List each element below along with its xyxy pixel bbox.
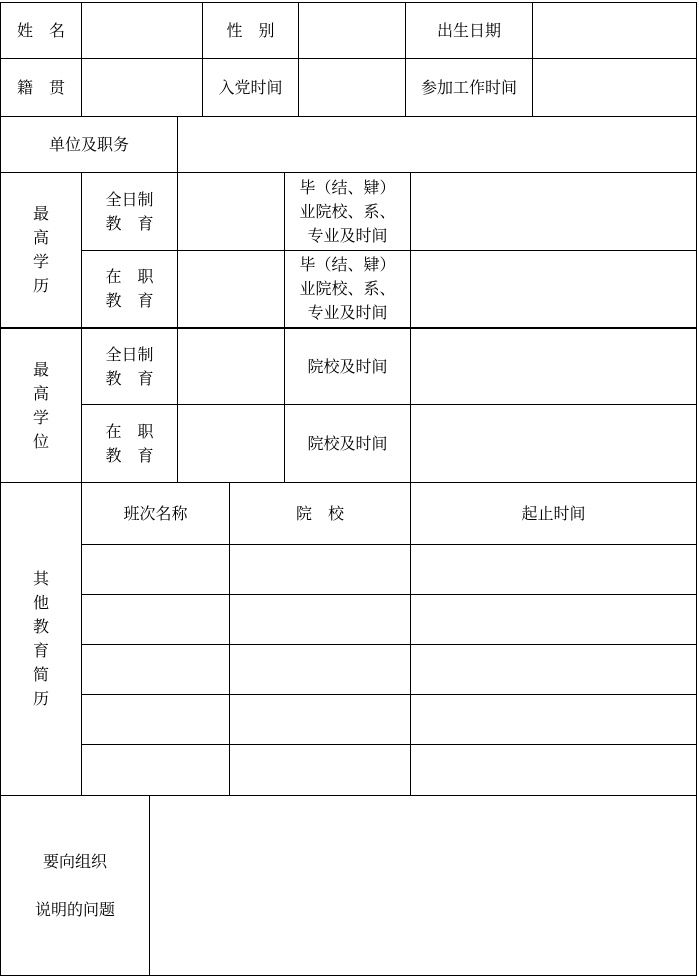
table-cell[interactable] bbox=[82, 645, 229, 694]
name-field[interactable] bbox=[82, 3, 202, 58]
party-join-date-field[interactable] bbox=[299, 59, 405, 116]
degree-fulltime-school-label: 院校及时间 bbox=[307, 356, 388, 376]
school-header: 院 校 bbox=[295, 503, 344, 523]
remarks-label: 要向组织 说明的问题 bbox=[34, 851, 115, 919]
highest-education-label: 最高学历 bbox=[32, 204, 49, 295]
remarks-field[interactable] bbox=[150, 796, 696, 975]
edu-inservice-school-label: 毕（结、肄） 业院校、系、 专业及时间 bbox=[299, 255, 396, 322]
degree-inservice-field[interactable] bbox=[178, 405, 284, 482]
table-cell[interactable] bbox=[230, 695, 410, 744]
edu-fulltime-school-label: 毕（结、肄） 业院校、系、 专业及时间 bbox=[299, 177, 396, 245]
edu-inservice-label: 在 职 教 育 bbox=[105, 267, 154, 310]
birth-date-field[interactable] bbox=[533, 3, 696, 58]
table-cell[interactable] bbox=[411, 545, 696, 594]
edu-fulltime-school-field[interactable] bbox=[411, 173, 696, 250]
table-cell[interactable] bbox=[230, 645, 410, 694]
table-cell[interactable] bbox=[82, 595, 229, 644]
name-label: 姓 名 bbox=[16, 20, 65, 40]
unit-position-field[interactable] bbox=[178, 117, 696, 172]
table-cell[interactable] bbox=[411, 595, 696, 644]
table-cell[interactable] bbox=[230, 595, 410, 644]
native-place-label: 籍 贯 bbox=[16, 77, 65, 97]
party-join-date-label: 入党时间 bbox=[218, 77, 283, 97]
work-start-date-field[interactable] bbox=[533, 59, 696, 116]
edu-fulltime-field[interactable] bbox=[178, 173, 284, 250]
gender-field[interactable] bbox=[299, 3, 405, 58]
degree-fulltime-school-field[interactable] bbox=[411, 329, 696, 404]
birth-date-label: 出生日期 bbox=[436, 20, 501, 40]
degree-fulltime-field[interactable] bbox=[178, 329, 284, 404]
border-right bbox=[696, 2, 697, 976]
table-cell[interactable] bbox=[411, 695, 696, 744]
degree-inservice-school-label: 院校及时间 bbox=[307, 433, 388, 453]
gender-label: 性 别 bbox=[226, 20, 275, 40]
edu-inservice-school-field[interactable] bbox=[411, 251, 696, 327]
border-bottom bbox=[0, 975, 697, 976]
table-cell[interactable] bbox=[82, 545, 229, 594]
table-cell[interactable] bbox=[230, 745, 410, 795]
period-header: 起止时间 bbox=[521, 503, 586, 523]
unit-position-label: 单位及职务 bbox=[48, 134, 129, 154]
degree-fulltime-label: 全日制 教 育 bbox=[105, 344, 154, 388]
degree-inservice-school-field[interactable] bbox=[411, 405, 696, 482]
degree-inservice-label: 在 职 教 育 bbox=[105, 421, 154, 465]
native-place-field[interactable] bbox=[82, 59, 202, 116]
edu-fulltime-label: 全日制 教 育 bbox=[105, 189, 154, 233]
class-name-header: 班次名称 bbox=[123, 503, 188, 523]
table-cell[interactable] bbox=[411, 645, 696, 694]
table-cell[interactable] bbox=[230, 545, 410, 594]
other-education-label: 其他教育简历 bbox=[32, 569, 49, 708]
work-start-date-label: 参加工作时间 bbox=[420, 77, 517, 97]
table-cell[interactable] bbox=[82, 695, 229, 744]
edu-inservice-field[interactable] bbox=[178, 251, 284, 327]
table-cell[interactable] bbox=[82, 745, 229, 795]
table-cell[interactable] bbox=[411, 745, 696, 795]
highest-degree-label: 最高学位 bbox=[32, 359, 49, 451]
